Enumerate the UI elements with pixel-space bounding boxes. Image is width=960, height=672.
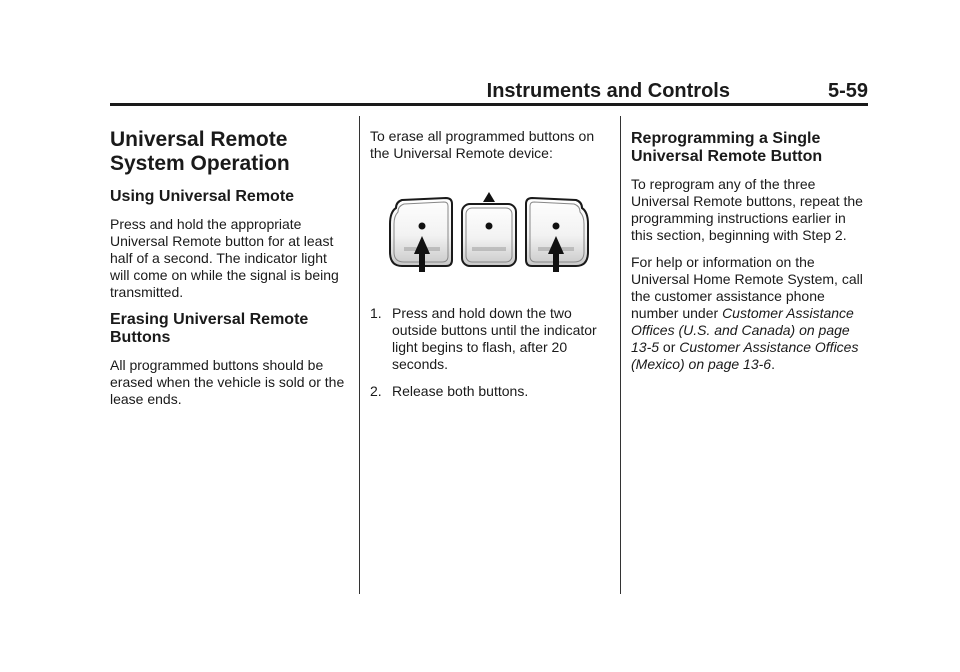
subheading-reprogramming: Reprogramming a Single Universal Remote Button — [631, 130, 823, 165]
paragraph-using: Press and hold the appropriate Universal Remote button for at least half of a second. The indicator light will come on while the signal is being transmitted. — [110, 216, 339, 300]
page-header — [110, 80, 868, 104]
column-divider — [620, 116, 621, 594]
column-divider — [359, 116, 360, 594]
right-remote-button-icon — [526, 198, 588, 272]
column-2 — [370, 116, 610, 410]
list-item — [370, 305, 610, 373]
cross-reference-link[interactable]: Customer Assistance Offices (Mexico) on page 13-6 — [631, 339, 859, 372]
section-title: Instruments and Controls — [486, 80, 730, 102]
step-number: 2. — [370, 383, 382, 399]
erase-steps — [370, 305, 610, 400]
paragraph-erasing: All programmed buttons should be erased when the vehicle is sold or the lease ends. — [110, 357, 345, 407]
remote-buttons-illustration — [382, 190, 592, 280]
subheading-erasing: Erasing Universal Remote Buttons — [110, 311, 309, 346]
help-text: . — [771, 356, 775, 372]
left-remote-button-icon — [390, 198, 452, 272]
step-text: Release both buttons. — [392, 383, 529, 399]
column-1 — [110, 116, 350, 418]
help-text: For help or information on the Universal Home Remote System, call the customer assistance phone number under — [631, 254, 863, 321]
header-rule — [110, 103, 868, 106]
list-item — [370, 383, 610, 400]
paragraph-reprogram: To reprogram any of the three Universal Remote buttons, repeat the programming instructions earlier in this section, beginning with Step 2. — [631, 176, 863, 243]
page-number: 5-59 — [827, 80, 868, 102]
subheading-using: Using Universal Remote — [110, 188, 295, 205]
step-number: 1. — [370, 305, 382, 321]
article-title: Universal Remote System Operation — [110, 128, 290, 175]
center-remote-button-icon — [462, 192, 516, 266]
cross-reference-link[interactable]: Customer Assistance Offices (U.S. and Canada) on page 13-5 — [631, 305, 854, 355]
column-3 — [631, 116, 871, 383]
paragraph-help — [631, 254, 871, 373]
help-text: or — [659, 339, 680, 355]
step-text: Press and hold down the two outside buttons until the indicator light begins to flash, after 20 seconds. — [392, 305, 597, 372]
erase-intro: To erase all programmed buttons on the Universal Remote device: — [370, 128, 595, 161]
